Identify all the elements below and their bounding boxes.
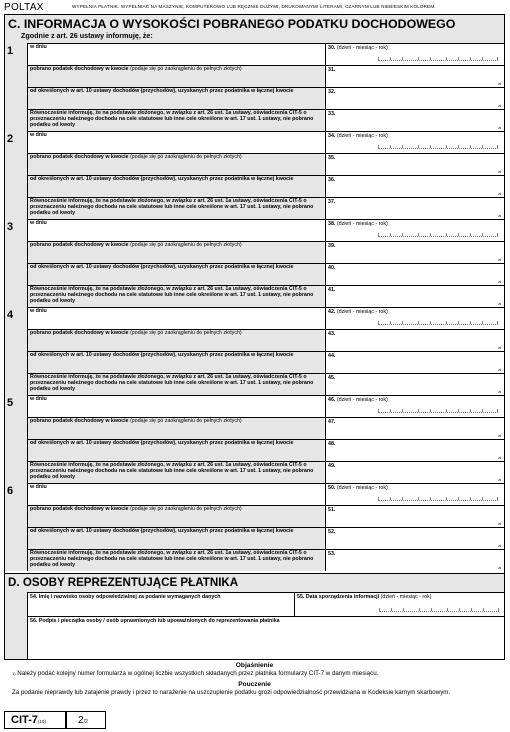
field-45-input[interactable] — [325, 373, 504, 395]
label-income — [27, 175, 325, 197]
label-tax — [27, 505, 325, 527]
currency-label: zł — [498, 257, 501, 262]
field-32-input[interactable] — [325, 87, 504, 109]
row-income — [27, 87, 504, 109]
currency-label: zł — [498, 367, 501, 372]
label-text: pobrano podatek dochodowy w kwocie — [30, 330, 129, 336]
label-text: pobrano podatek dochodowy w kwocie — [30, 418, 129, 424]
label-text: w dniu — [30, 308, 47, 314]
warning-title: Pouczenie — [238, 681, 271, 688]
group-number: 3 — [7, 221, 14, 233]
form-version: (10) — [37, 719, 46, 724]
label-declaration — [27, 549, 325, 571]
page-number — [78, 715, 88, 726]
label-date — [27, 483, 325, 505]
field-number — [328, 353, 335, 359]
row-date — [27, 219, 504, 241]
field-number-text: 31. — [328, 67, 336, 73]
row-tax — [27, 241, 504, 263]
field-52-input[interactable] — [325, 527, 504, 549]
group-number: 6 — [7, 485, 14, 497]
tax-group-3 — [5, 219, 504, 307]
explanation-marker: 1) — [12, 671, 16, 676]
field-54-label: 54. Imię i nazwisko osoby odpowiedzialnej za podanie wymaganych danych — [30, 594, 221, 600]
group-number-cell — [5, 307, 27, 395]
field-48-input[interactable] — [325, 439, 504, 461]
field-number-text: 35. — [328, 155, 336, 161]
date-ticks — [379, 609, 499, 612]
label-tax — [27, 329, 325, 351]
label-hint: (podaje się po zaokrągleniu do pełnych złotych) — [130, 418, 242, 424]
label-text: pobrano podatek dochodowy w kwocie — [30, 66, 129, 72]
field-number — [328, 221, 388, 227]
field-number — [328, 463, 335, 469]
tax-group-6 — [5, 483, 504, 571]
label-text: Równocześnie informuję, że na podstawie złożonego, w związku z art. 26 ust. 1a ustawy, oświadczenia CIT-5 o przeznaczeniu należnego dochodu na cele statutowe lub inne cele określone w art. 17 ust. 1 ustawy, nie pobrano podatku od kwoty — [30, 462, 314, 480]
field-53-input[interactable] — [325, 549, 504, 571]
field-number-text: 36. — [328, 177, 336, 183]
label-income — [27, 263, 325, 285]
row-declaration — [27, 373, 504, 395]
currency-label: zł — [498, 389, 501, 394]
label-text: Równocześnie informuję, że na podstawie złożonego, w związku z art. 26 ust. 1a ustawy, oświadczenia CIT-5 o przeznaczeniu należnego dochodu na cele statutowe lub inne cele określone w art. 17 ust. 1 ustawy, nie pobrano podatku od kwoty — [30, 286, 314, 304]
row-income — [27, 527, 504, 549]
date-hint: (dzień - miesiąc - rok) — [336, 397, 388, 403]
brand-logo: POLTAX — [4, 2, 44, 13]
field-number — [328, 177, 335, 183]
row-declaration — [27, 461, 504, 483]
field-number-text: 52. — [328, 529, 336, 535]
label-declaration — [27, 285, 325, 307]
currency-label: zł — [498, 213, 501, 218]
group-number-cell — [5, 395, 27, 483]
date-hint: (dzień - miesiąc - rok) — [336, 485, 388, 491]
section-c-subtitle: Zgodnie z art. 26 ustawy informuję, że: — [21, 31, 153, 40]
label-date — [27, 219, 325, 241]
label-date — [27, 43, 325, 65]
field-number-text: 53. — [328, 551, 336, 557]
field-number-text: 30. — [328, 45, 336, 51]
label-declaration — [27, 197, 325, 219]
field-number-text: 44. — [328, 353, 336, 359]
currency-label: zł — [498, 81, 501, 86]
group-number-cell — [5, 43, 27, 131]
field-31-input[interactable] — [325, 65, 504, 87]
label-text: w dniu — [30, 484, 47, 490]
currency-label: zł — [498, 521, 501, 526]
field-38-input[interactable] — [325, 219, 504, 241]
row-income — [27, 175, 504, 197]
label-text: od określonych w art. 10 ustawy dochodów (przychodów), uzyskanych przez podatnika w łącznej kwocie — [30, 264, 294, 270]
field-49-input[interactable] — [325, 461, 504, 483]
label-declaration — [27, 373, 325, 395]
label-hint: (podaje się po zaokrągleniu do pełnych złotych) — [130, 242, 242, 248]
label-hint: (podaje się po zaokrągleniu do pełnych złotych) — [130, 330, 242, 336]
field-number — [328, 375, 335, 381]
form-code-cell — [4, 711, 66, 729]
label-hint: (podaje się po zaokrągleniu do pełnych złotych) — [130, 506, 242, 512]
page-current: 2 — [78, 715, 84, 726]
label-text: w dniu — [30, 132, 47, 138]
explanation-body: Należy podać kolejny numer formularza w ogólnej liczbie wszystkich składanych przez płatnika formularzy CIT-7 w danym miesiącu. — [17, 670, 379, 677]
field-40-input[interactable] — [325, 263, 504, 285]
row-declaration — [27, 109, 504, 131]
group-number-cell — [5, 131, 27, 219]
currency-label: zł — [498, 345, 501, 350]
currency-label: zł — [498, 477, 501, 482]
fill-instruction: WYPEŁNIA PŁATNIK. WYPEŁNIAĆ NA MASZYNIE, KOMPUTEROWO LUB RĘCZNIE DUŻYMI, DRUKOWANYMI LITERAMI, CZARNYM LUB NIEBIESKIM KOLOREM. — [72, 4, 436, 9]
label-date — [27, 395, 325, 417]
currency-label: zł — [498, 279, 501, 284]
date-ticks — [378, 234, 498, 237]
label-text: od określonych w art. 10 ustawy dochodów (przychodów), uzyskanych przez podatnika w łącznej kwocie — [30, 352, 294, 358]
field-number — [328, 243, 335, 249]
field-number — [328, 529, 335, 535]
label-tax — [27, 241, 325, 263]
label-tax — [27, 417, 325, 439]
field-56-box[interactable] — [27, 616, 504, 659]
field-number-text: 37. — [328, 199, 336, 205]
label-text: od określonych w art. 10 ustawy dochodów (przychodów), uzyskanych przez podatnika w łącznej kwocie — [30, 528, 294, 534]
row-tax — [27, 417, 504, 439]
field-number — [328, 287, 335, 293]
label-date — [27, 307, 325, 329]
currency-label: zł — [498, 169, 501, 174]
field-number — [328, 45, 388, 51]
currency-label: zł — [498, 433, 501, 438]
row-tax — [27, 153, 504, 175]
date-ticks — [378, 410, 498, 413]
field-51-input[interactable] — [325, 505, 504, 527]
form-sheet — [4, 14, 505, 660]
field-56-label: 56. Podpis i pieczątka osoby / osób uprawnionych lub upoważnionych do reprezentowania płatnika — [30, 618, 280, 624]
row-declaration — [27, 285, 504, 307]
label-tax — [27, 65, 325, 87]
label-text: Równocześnie informuję, że na podstawie złożonego, w związku z art. 26 ust. 1a ustawy, oświadczenia CIT-5 o przeznaczeniu należnego dochodu na cele statutowe lub inne cele określone w art. 17 ust. 1 ustawy, nie pobrano podatku od kwoty — [30, 110, 314, 128]
field-number — [328, 265, 335, 271]
label-text: od określonych w art. 10 ustawy dochodów (przychodów), uzyskanych przez podatnika w łącznej kwocie — [30, 440, 294, 446]
currency-label: zł — [498, 543, 501, 548]
group-number: 2 — [7, 133, 14, 145]
row-income — [27, 351, 504, 373]
field-number-text: 51. — [328, 507, 336, 513]
currency-label: zł — [498, 455, 501, 460]
row-date — [27, 395, 504, 417]
label-text: pobrano podatek dochodowy w kwocie — [30, 242, 129, 248]
date-hint: (dzień - miesiąc - rok) — [336, 221, 388, 227]
row-declaration — [27, 549, 504, 571]
label-hint: (podaje się po zaokrągleniu do pełnych złotych) — [130, 66, 242, 72]
field-55-box[interactable] — [294, 592, 504, 616]
label-text: pobrano podatek dochodowy w kwocie — [30, 506, 129, 512]
currency-label: zł — [498, 301, 501, 306]
field-43-input[interactable] — [325, 329, 504, 351]
field-37-input[interactable] — [325, 197, 504, 219]
field-number-text: 41. — [328, 287, 336, 293]
label-text: w dniu — [30, 44, 47, 50]
label-income — [27, 527, 325, 549]
explanation-text — [12, 670, 502, 678]
field-number — [328, 89, 335, 95]
field-30-input[interactable] — [325, 43, 504, 65]
currency-label: zł — [498, 103, 501, 108]
row-date — [27, 131, 504, 153]
label-text: Równocześnie informuję, że na podstawie złożonego, w związku z art. 26 ust. 1a ustawy, oświadczenia CIT-5 o przeznaczeniu należnego dochodu na cele statutowe lub inne cele określone w art. 17 ust. 1 ustawy, nie pobrano podatku od kwoty — [30, 374, 314, 392]
date-ticks — [378, 498, 498, 501]
label-declaration — [27, 109, 325, 131]
group-number-cell — [5, 219, 27, 307]
row-income — [27, 439, 504, 461]
field-54-box[interactable] — [27, 592, 294, 616]
field-35-input[interactable] — [325, 153, 504, 175]
field-number — [328, 397, 388, 403]
row-income — [27, 263, 504, 285]
row-declaration — [27, 197, 504, 219]
field-number-text: 49. — [328, 463, 336, 469]
label-text: Równocześnie informuję, że na podstawie złożonego, w związku z art. 26 ust. 1a ustawy, oświadczenia CIT-5 o przeznaczeniu należnego dochodu na cele statutowe lub inne cele określone w art. 17 ust. 1 ustawy, nie pobrano podatku od kwoty — [30, 198, 314, 216]
field-number — [328, 133, 388, 139]
page-number-cell — [66, 711, 106, 729]
field-number-text: 32. — [328, 89, 336, 95]
field-number-text: 43. — [328, 331, 336, 337]
field-number — [328, 419, 335, 425]
row-tax — [27, 505, 504, 527]
field-number — [328, 331, 335, 337]
label-text: od określonych w art. 10 ustawy dochodów (przychodów), uzyskanych przez podatnika w łącznej kwocie — [30, 176, 294, 182]
field-50-input[interactable] — [325, 483, 504, 505]
field-number — [328, 111, 335, 117]
field-44-input[interactable] — [325, 351, 504, 373]
field-41-input[interactable] — [325, 285, 504, 307]
row-date — [27, 483, 504, 505]
group-number: 5 — [7, 397, 14, 409]
date-hint: (dzień - miesiąc - rok) — [336, 133, 388, 139]
field-number-text: 48. — [328, 441, 336, 447]
section-d-title: D. OSOBY REPREZENTUJĄCE PŁATNIKA — [8, 576, 239, 589]
field-55-hint: (dzień - miesiąc - rok) — [380, 594, 432, 600]
field-number-text: 38. — [328, 221, 336, 227]
row-date — [27, 307, 504, 329]
field-36-input[interactable] — [325, 175, 504, 197]
label-text: w dniu — [30, 396, 47, 402]
label-tax — [27, 153, 325, 175]
field-39-input[interactable] — [325, 241, 504, 263]
field-number-text: 39. — [328, 243, 336, 249]
field-number — [328, 199, 335, 205]
field-number — [328, 551, 335, 557]
field-number — [328, 67, 335, 73]
explanation-title: Objaśnienie — [235, 662, 274, 669]
field-number — [328, 485, 388, 491]
field-number-text: 42. — [328, 309, 336, 315]
row-tax — [27, 329, 504, 351]
field-number-text: 45. — [328, 375, 336, 381]
field-number — [328, 155, 335, 161]
label-income — [27, 87, 325, 109]
field-number-text: 33. — [328, 111, 336, 117]
date-ticks — [378, 322, 498, 325]
label-declaration — [27, 461, 325, 483]
date-hint: (dzień - miesiąc - rok) — [336, 309, 388, 315]
date-hint: (dzień - miesiąc - rok) — [336, 45, 388, 51]
field-number-text: 34. — [328, 133, 336, 139]
tax-group-2 — [5, 131, 504, 219]
group-number: 1 — [7, 45, 14, 57]
field-46-input[interactable] — [325, 395, 504, 417]
section-c-title: C. INFORMACJA O WYSOKOŚCI POBRANEGO PODATKU DOCHODOWEGO — [8, 17, 456, 31]
currency-label: zł — [498, 125, 501, 130]
field-42-input[interactable] — [325, 307, 504, 329]
field-number-text: 50. — [328, 485, 336, 491]
currency-label: zł — [498, 191, 501, 196]
label-text: pobrano podatek dochodowy w kwocie — [30, 154, 129, 160]
tax-group-1 — [5, 43, 504, 131]
field-34-input[interactable] — [325, 131, 504, 153]
label-income — [27, 439, 325, 461]
section-c-header — [5, 15, 504, 43]
field-33-input[interactable] — [325, 109, 504, 131]
currency-label: zł — [498, 565, 501, 570]
field-number-text: 47. — [328, 419, 336, 425]
field-number — [328, 507, 335, 513]
form-code — [11, 714, 46, 726]
group-number-cell — [5, 483, 27, 571]
tax-group-4 — [5, 307, 504, 395]
row-tax — [27, 65, 504, 87]
warning-text: Za podanie nieprawdy lub zatajenie prawdy i przez to narażenie na uszczuplenie podatku grozi odpowiedzialność przewidziana w Kodeksie karnym skarbowym. — [12, 689, 451, 696]
field-number — [328, 441, 335, 447]
group-number: 4 — [7, 309, 14, 321]
row-date — [27, 43, 504, 65]
label-hint: (podaje się po zaokrągleniu do pełnych złotych) — [130, 154, 242, 160]
field-number-text: 46. — [328, 397, 336, 403]
field-number — [328, 309, 388, 315]
field-55-label — [297, 594, 432, 600]
page-total: /2 — [83, 719, 88, 725]
field-55-text: 55. Data sporządzenia informacji — [297, 594, 380, 600]
field-47-input[interactable] — [325, 417, 504, 439]
date-ticks — [378, 146, 498, 149]
label-text: w dniu — [30, 220, 47, 226]
label-date — [27, 131, 325, 153]
field-number-text: 40. — [328, 265, 336, 271]
date-ticks — [378, 58, 498, 61]
label-text: od określonych w art. 10 ustawy dochodów (przychodów), uzyskanych przez podatnika w łącznej kwocie — [30, 88, 294, 94]
tax-group-5 — [5, 395, 504, 483]
label-income — [27, 351, 325, 373]
form-code-text: CIT-7 — [11, 714, 38, 726]
label-text: Równocześnie informuję, że na podstawie złożonego, w związku z art. 26 ust. 1a ustawy, oświadczenia CIT-5 o przeznaczeniu należnego dochodu na cele statutowe lub inne cele określone w art. 17 ust. 1 ustawy, nie pobrano podatku od kwoty — [30, 550, 314, 568]
section-d — [5, 573, 504, 659]
